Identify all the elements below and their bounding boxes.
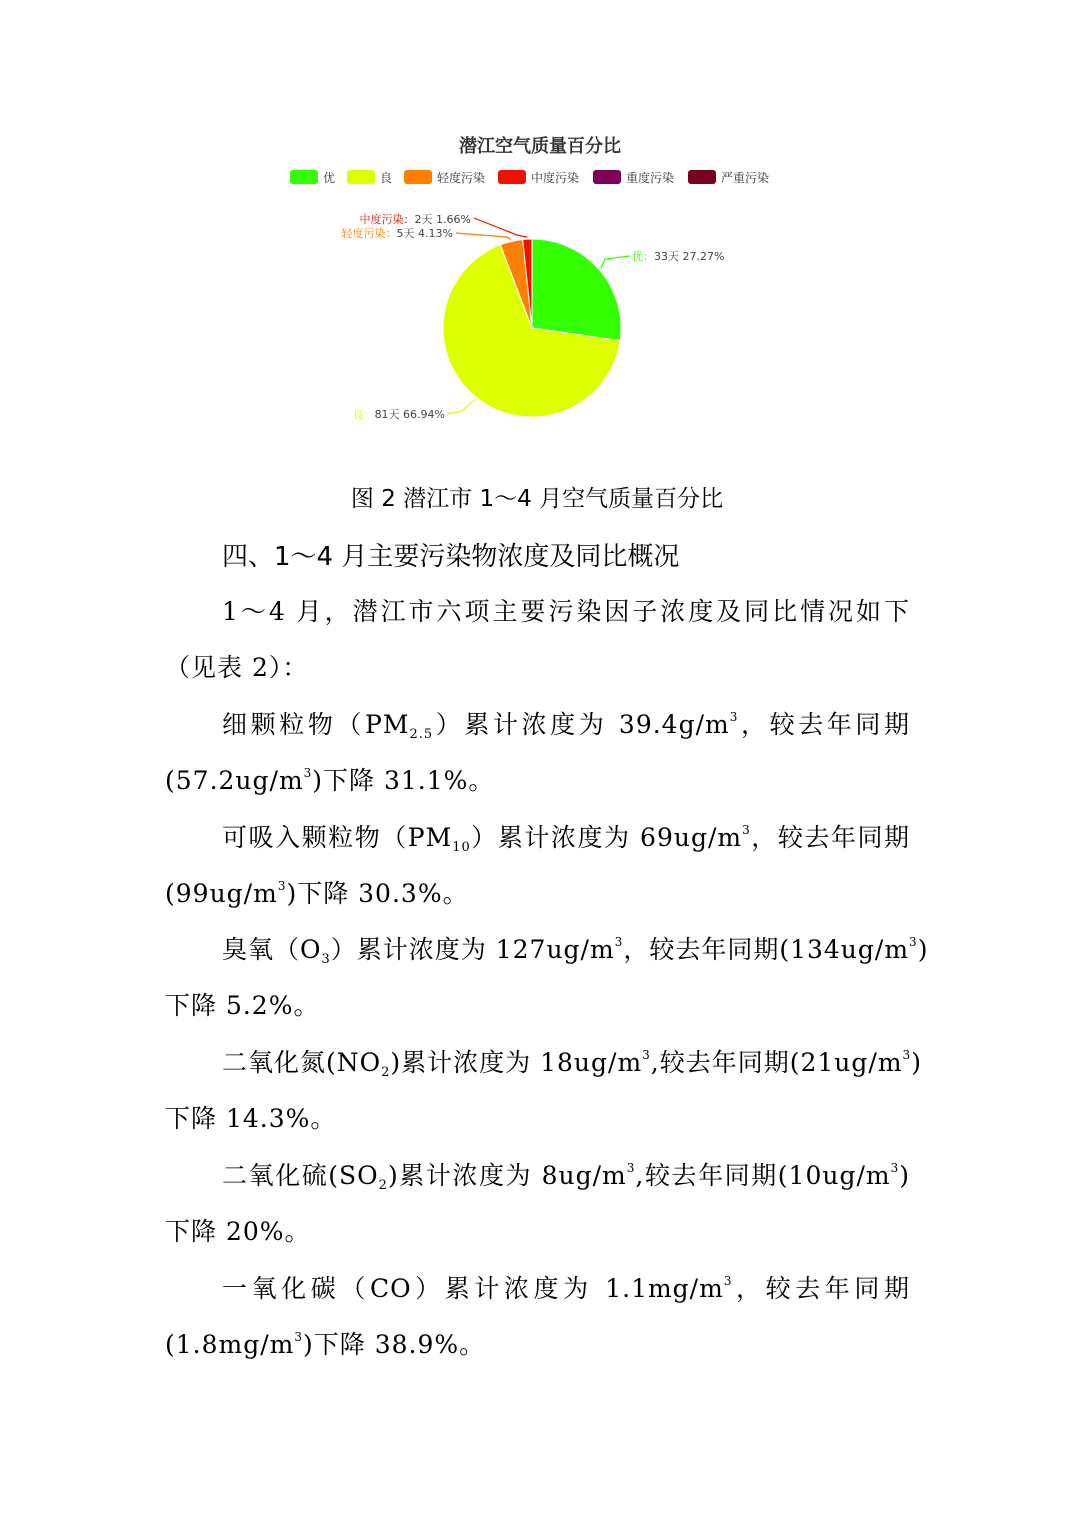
intro-line-2: （见表 2）： (165, 653, 309, 682)
legend-label-2: 轻度污染 (437, 171, 486, 185)
so2-line-2: 下降 20%。 (165, 1217, 311, 1246)
pie-chart-svg (260, 120, 820, 440)
intro-line-1: 1～4 月，潜江市六项主要污染因子浓度及同比情况如下 (222, 597, 910, 626)
legend-swatch-2 (404, 170, 432, 184)
legend-swatch-1 (347, 170, 375, 184)
slice-label-2: 轻度污染：5天 4.13% (341, 227, 453, 240)
slice-label-1: 良：81天 66.94% (352, 408, 445, 421)
legend-swatch-4 (593, 170, 621, 184)
leader-line-1 (447, 399, 475, 414)
legend-label-4: 重度污染 (626, 171, 675, 185)
leader-line-2 (456, 233, 511, 239)
pm25-line-2: $(57.2ug/m^3)$下降 31.1%。 (165, 766, 495, 795)
legend-swatch-5 (688, 170, 716, 184)
no2-line-2: 下降 14.3%。 (165, 1104, 337, 1133)
pie-slice-0 (532, 239, 621, 341)
pm10-line-2: $(99ug/m^3)$下降 30.3%。 (165, 879, 469, 908)
legend-label-0: 优 (323, 171, 336, 185)
legend-label-5: 严重污染 (721, 171, 770, 185)
leader-line-3 (474, 218, 527, 237)
o3-line-1: 臭氧$(O_3)$累计浓度为 $127ug/m^3$，较去年同期$(134ug/m^3)$ (222, 935, 929, 967)
slice-label-0: 优：33天 27.27% (632, 250, 725, 263)
pm25-line-1: 细颗粒物$(PM_{2.5})$累计浓度为 $39.4g/m^3$，较去年同期 (222, 710, 911, 742)
so2-line-1: 二氧化硫$(SO_2)$累计浓度为 $8ug/m^3$,较去年同期$(10ug/m^3)$ (222, 1161, 910, 1193)
section-heading: 四、1～4 月主要污染物浓度及同比概况 (222, 542, 680, 572)
legend-swatch-0 (290, 170, 318, 184)
co-line-1: 一氧化碳（CO）累计浓度为 $1.1mg/m^3$，较去年同期 (222, 1274, 910, 1303)
leader-line-0 (601, 256, 630, 268)
pm10-line-1: 可吸入颗粒物$(PM_{10})$累计浓度为 $69ug/m^3$，较去年同期 (222, 823, 910, 855)
co-line-2: $(1.8mg/m^3)$下降 38.9%。 (165, 1330, 486, 1359)
legend-swatch-3 (498, 170, 526, 184)
chart-title: 潜江空气质量百分比 (459, 136, 621, 157)
figure-caption: 图 2 潜江市 1～4 月空气质量百分比 (350, 486, 724, 512)
legend-label-3: 中度污染 (531, 171, 580, 185)
slice-label-3: 中度污染：2天 1.66% (359, 213, 471, 226)
air-quality-pie-chart (260, 120, 820, 440)
legend-label-1: 良 (380, 171, 393, 185)
no2-line-1: 二氧化氮$(NO_2)$累计浓度为 $18ug/m^3$,较去年同期$(21ug/m^3)$ (222, 1048, 922, 1080)
o3-line-2: 下降 5.2%。 (165, 991, 320, 1020)
